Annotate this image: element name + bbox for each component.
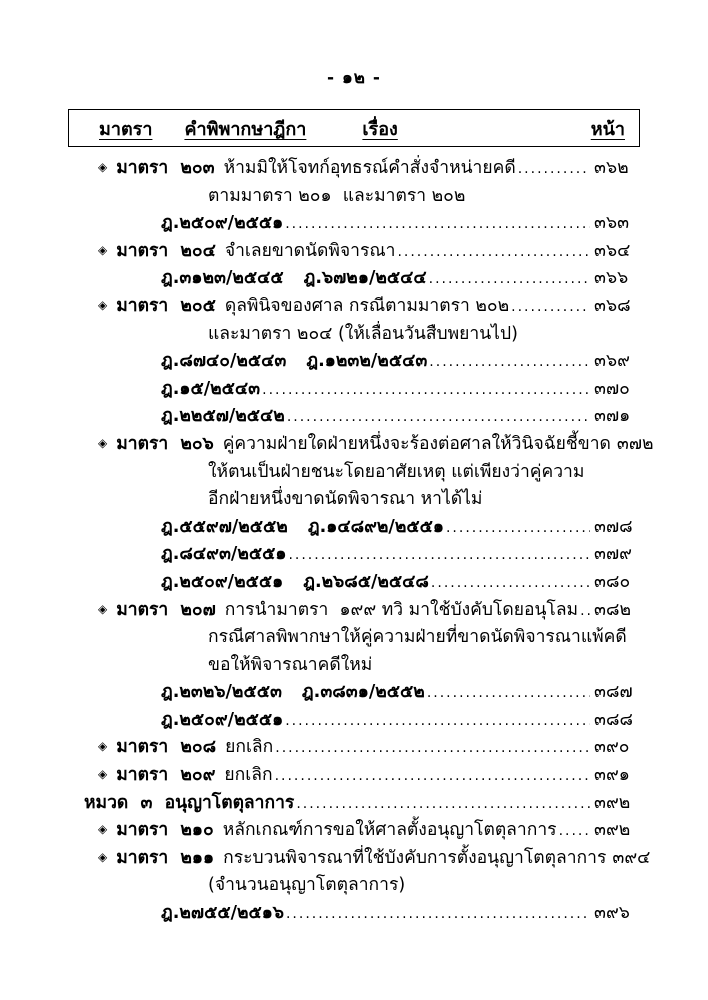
toc-row-judgment — [68, 539, 640, 567]
toc-row-judgment — [68, 898, 640, 926]
judgment-ref: ฎ.๒๕๐๙/๒๕๕๑ — [161, 709, 284, 730]
page-ref: ๓๙๐ — [594, 737, 630, 758]
toc-row-continuation — [68, 181, 640, 209]
toc-row-section — [68, 153, 640, 181]
page-ref: ๓๘๗ — [594, 682, 633, 703]
page-ref: ๓๖๖ — [594, 268, 629, 289]
diamond-bullet-icon: ◈ — [98, 822, 108, 837]
judgment-ref: ฎ.๒๓๒๖/๒๕๕๓ — [161, 682, 282, 703]
section-description: การนำมาตรา ๑๙๙ ทวิ มาใช้บังคับโดยอนุโลม — [224, 599, 579, 620]
dot-leader — [397, 241, 590, 261]
dot-leader — [518, 158, 590, 178]
dot-leader — [275, 765, 590, 785]
section-description: จำเลยขาดนัดพิจารณา — [224, 240, 396, 261]
diamond-bullet-icon: ◈ — [98, 160, 108, 174]
page-ref: ๓๗๒ — [616, 433, 654, 454]
page-ref: ๓๙๑ — [594, 765, 630, 786]
dot-leader — [288, 544, 590, 564]
judgment-ref: ฎ.๕๕๙๗/๒๕๕๒ — [161, 516, 288, 537]
page-ref: ๓๖๔ — [594, 240, 631, 261]
continuation-text: ขอให้พิจารณาคดีใหม่ — [208, 654, 373, 675]
column-header-page: หน้า — [590, 118, 625, 140]
column-header-judgment: คำพิพากษาฎีกา — [184, 118, 307, 140]
section-description: ดุลพินิจของศาล กรณีตามมาตรา ๒๐๒ — [224, 295, 510, 316]
diamond-bullet-icon: ◈ — [98, 739, 108, 754]
page-ref: ๓๙๒ — [594, 820, 631, 841]
section-label: มาตรา ๒๐๘ — [116, 737, 217, 758]
continuation-text: อีกฝ่ายหนึ่งขาดนัดพิจารณา หาได้ไม่ — [208, 489, 483, 510]
dot-leader — [285, 710, 590, 730]
page-ref: ๓๖๙ — [594, 351, 630, 372]
dot-leader — [286, 903, 590, 923]
section-description: ห้ามมิให้โจทก์อุทธรณ์คำสั่งจำหน่ายคดี — [223, 158, 516, 178]
toc-row-continuation — [68, 870, 640, 898]
section-label: มาตรา ๒๐๖ — [116, 433, 214, 454]
toc-row-judgment — [68, 346, 640, 374]
section-label: มาตรา ๒๑๑ — [116, 847, 215, 868]
dot-leader — [511, 296, 590, 316]
section-description: หลักเกณฑ์การขอให้ศาลตั้งอนุญาโตตุลาการ — [222, 820, 557, 841]
toc-row-judgment — [68, 401, 640, 429]
page-ref: ๓๘๘ — [594, 709, 633, 730]
judgment-ref: ฎ.๑๒๓๒/๒๕๔๓ — [306, 351, 428, 372]
judgment-ref: ฎ.๒๗๕๕/๒๕๑๖ — [161, 903, 284, 924]
judgment-ref: ฎ.๘๔๙๓/๒๕๕๑ — [161, 544, 287, 565]
section-description: คู่ความฝ่ายใดฝ่ายหนึ่งจะร้องต่อศาลให้วินิจฉัยชี้ขาด — [222, 433, 611, 454]
dot-leader — [559, 820, 590, 840]
diamond-bullet-icon: ◈ — [98, 435, 108, 450]
judgment-ref: ฎ.๒๒๕๗/๒๕๔๒ — [161, 406, 285, 427]
diamond-bullet-icon: ◈ — [98, 767, 108, 782]
page-ref: ๓๙๖ — [594, 903, 630, 924]
toc-row-judgment — [68, 567, 640, 595]
page-ref: ๓๖๒ — [594, 158, 629, 178]
toc-header-box — [68, 109, 640, 147]
section-label: มาตรา ๒๐๓ — [116, 158, 215, 178]
section-label: มาตรา ๒๐๗ — [116, 599, 216, 620]
section-description: ยกเลิก — [225, 737, 274, 758]
toc-row-section — [68, 595, 640, 623]
toc-row-judgment — [68, 512, 640, 540]
dot-leader — [431, 572, 590, 592]
toc-row-continuation — [68, 319, 640, 347]
page-number-label: - ๑๒ - — [327, 68, 381, 88]
dot-leader — [287, 406, 590, 426]
toc-row-judgment — [68, 208, 640, 236]
dot-leader — [580, 600, 590, 620]
dot-leader — [446, 517, 590, 537]
diamond-bullet-icon: ◈ — [98, 242, 108, 257]
section-label: มาตรา ๒๐๕ — [116, 295, 216, 316]
toc-entries-list — [68, 153, 654, 926]
column-header-subject: เรื่อง — [362, 118, 398, 140]
toc-row-continuation — [68, 622, 640, 650]
page-ref: ๓๖๘ — [594, 295, 631, 316]
dot-leader — [429, 268, 590, 288]
dot-leader — [296, 793, 590, 813]
dot-leader — [285, 213, 590, 233]
page-ref: ๓๙๒ — [594, 792, 631, 813]
chapter-label: หมวด ๓ อนุญาโตตุลาการ — [84, 792, 295, 813]
dot-leader — [275, 737, 590, 757]
toc-row-judgment — [68, 263, 640, 291]
toc-row-continuation — [68, 650, 640, 678]
section-label: มาตรา ๒๐๔ — [116, 240, 216, 261]
judgment-ref: ฎ.๓๘๓๑/๒๕๕๒ — [301, 682, 425, 703]
dot-leader — [427, 682, 590, 702]
continuation-text: กรณีศาลพิพากษาให้คู่ความฝ่ายที่ขาดนัดพิจารณาแพ้คดี — [208, 627, 627, 648]
dot-leader — [262, 379, 590, 399]
page-ref: ๓๗๑ — [594, 406, 631, 427]
toc-row-judgment — [68, 705, 640, 733]
toc-row-continuation — [68, 457, 640, 485]
diamond-bullet-icon: ◈ — [98, 849, 108, 864]
continuation-text: (จำนวนอนุญาโตตุลาการ) — [208, 875, 406, 896]
page-ref: ๓๗๘ — [594, 516, 633, 537]
toc-row-section — [68, 843, 651, 871]
toc-row-continuation — [68, 484, 640, 512]
diamond-bullet-icon: ◈ — [98, 601, 108, 616]
page-ref: ๓๗๐ — [594, 378, 630, 399]
toc-row-section — [68, 236, 640, 264]
judgment-ref: ฎ.๑๔๘๙๒/๒๕๕๑ — [307, 516, 444, 537]
diamond-bullet-icon: ◈ — [98, 297, 108, 312]
judgment-ref: ฎ.๒๖๘๕/๒๕๔๘ — [303, 571, 429, 592]
judgment-ref: ฎ.๒๕๐๙/๒๕๕๑ — [161, 571, 284, 592]
toc-row-section — [68, 815, 640, 843]
dot-leader — [429, 351, 590, 371]
judgment-ref: ฎ.๓๑๒๓/๒๕๔๕ — [161, 268, 284, 289]
page-ref: ๓๖๓ — [594, 213, 630, 234]
page-ref: ๓๙๔ — [612, 847, 651, 868]
continuation-text: และมาตรา ๒๐๔ (ให้เลื่อนวันสืบพยานไป) — [208, 323, 518, 344]
toc-row-chapter — [68, 788, 640, 816]
column-header-section: มาตรา — [99, 118, 153, 140]
continuation-text: ให้ตนเป็นฝ่ายชนะโดยอาศัยเหตุ แต่เพียงว่าคู่ความ — [208, 461, 585, 482]
toc-row-judgment — [68, 677, 640, 705]
page-ref: ๓๘๐ — [594, 571, 631, 592]
continuation-text: ตามมาตรา ๒๐๑ และมาตรา ๒๐๒ — [208, 185, 466, 206]
toc-row-section — [68, 732, 640, 760]
page-ref: ๓๗๙ — [594, 544, 632, 565]
judgment-ref: ฎ.๘๗๔๐/๒๕๔๓ — [161, 351, 287, 372]
toc-row-judgment — [68, 374, 640, 402]
judgment-ref: ฎ.๖๗๒๑/๒๕๔๔ — [303, 268, 427, 289]
section-description: กระบวนพิจารณาที่ใช้บังคับการตั้งอนุญาโตตุลาการ — [223, 847, 607, 868]
toc-row-section — [68, 760, 640, 788]
page-ref: ๓๘๒ — [594, 599, 631, 620]
toc-row-section — [68, 429, 654, 457]
section-label: มาตรา ๒๑๐ — [116, 820, 214, 841]
judgment-ref: ฎ.๑๕/๒๕๔๓ — [161, 378, 261, 399]
judgment-ref: ฎ.๒๕๐๙/๒๕๕๑ — [161, 213, 284, 234]
section-description: ยกเลิก — [224, 765, 273, 786]
section-label: มาตรา ๒๐๙ — [116, 765, 216, 786]
toc-row-section — [68, 291, 640, 319]
